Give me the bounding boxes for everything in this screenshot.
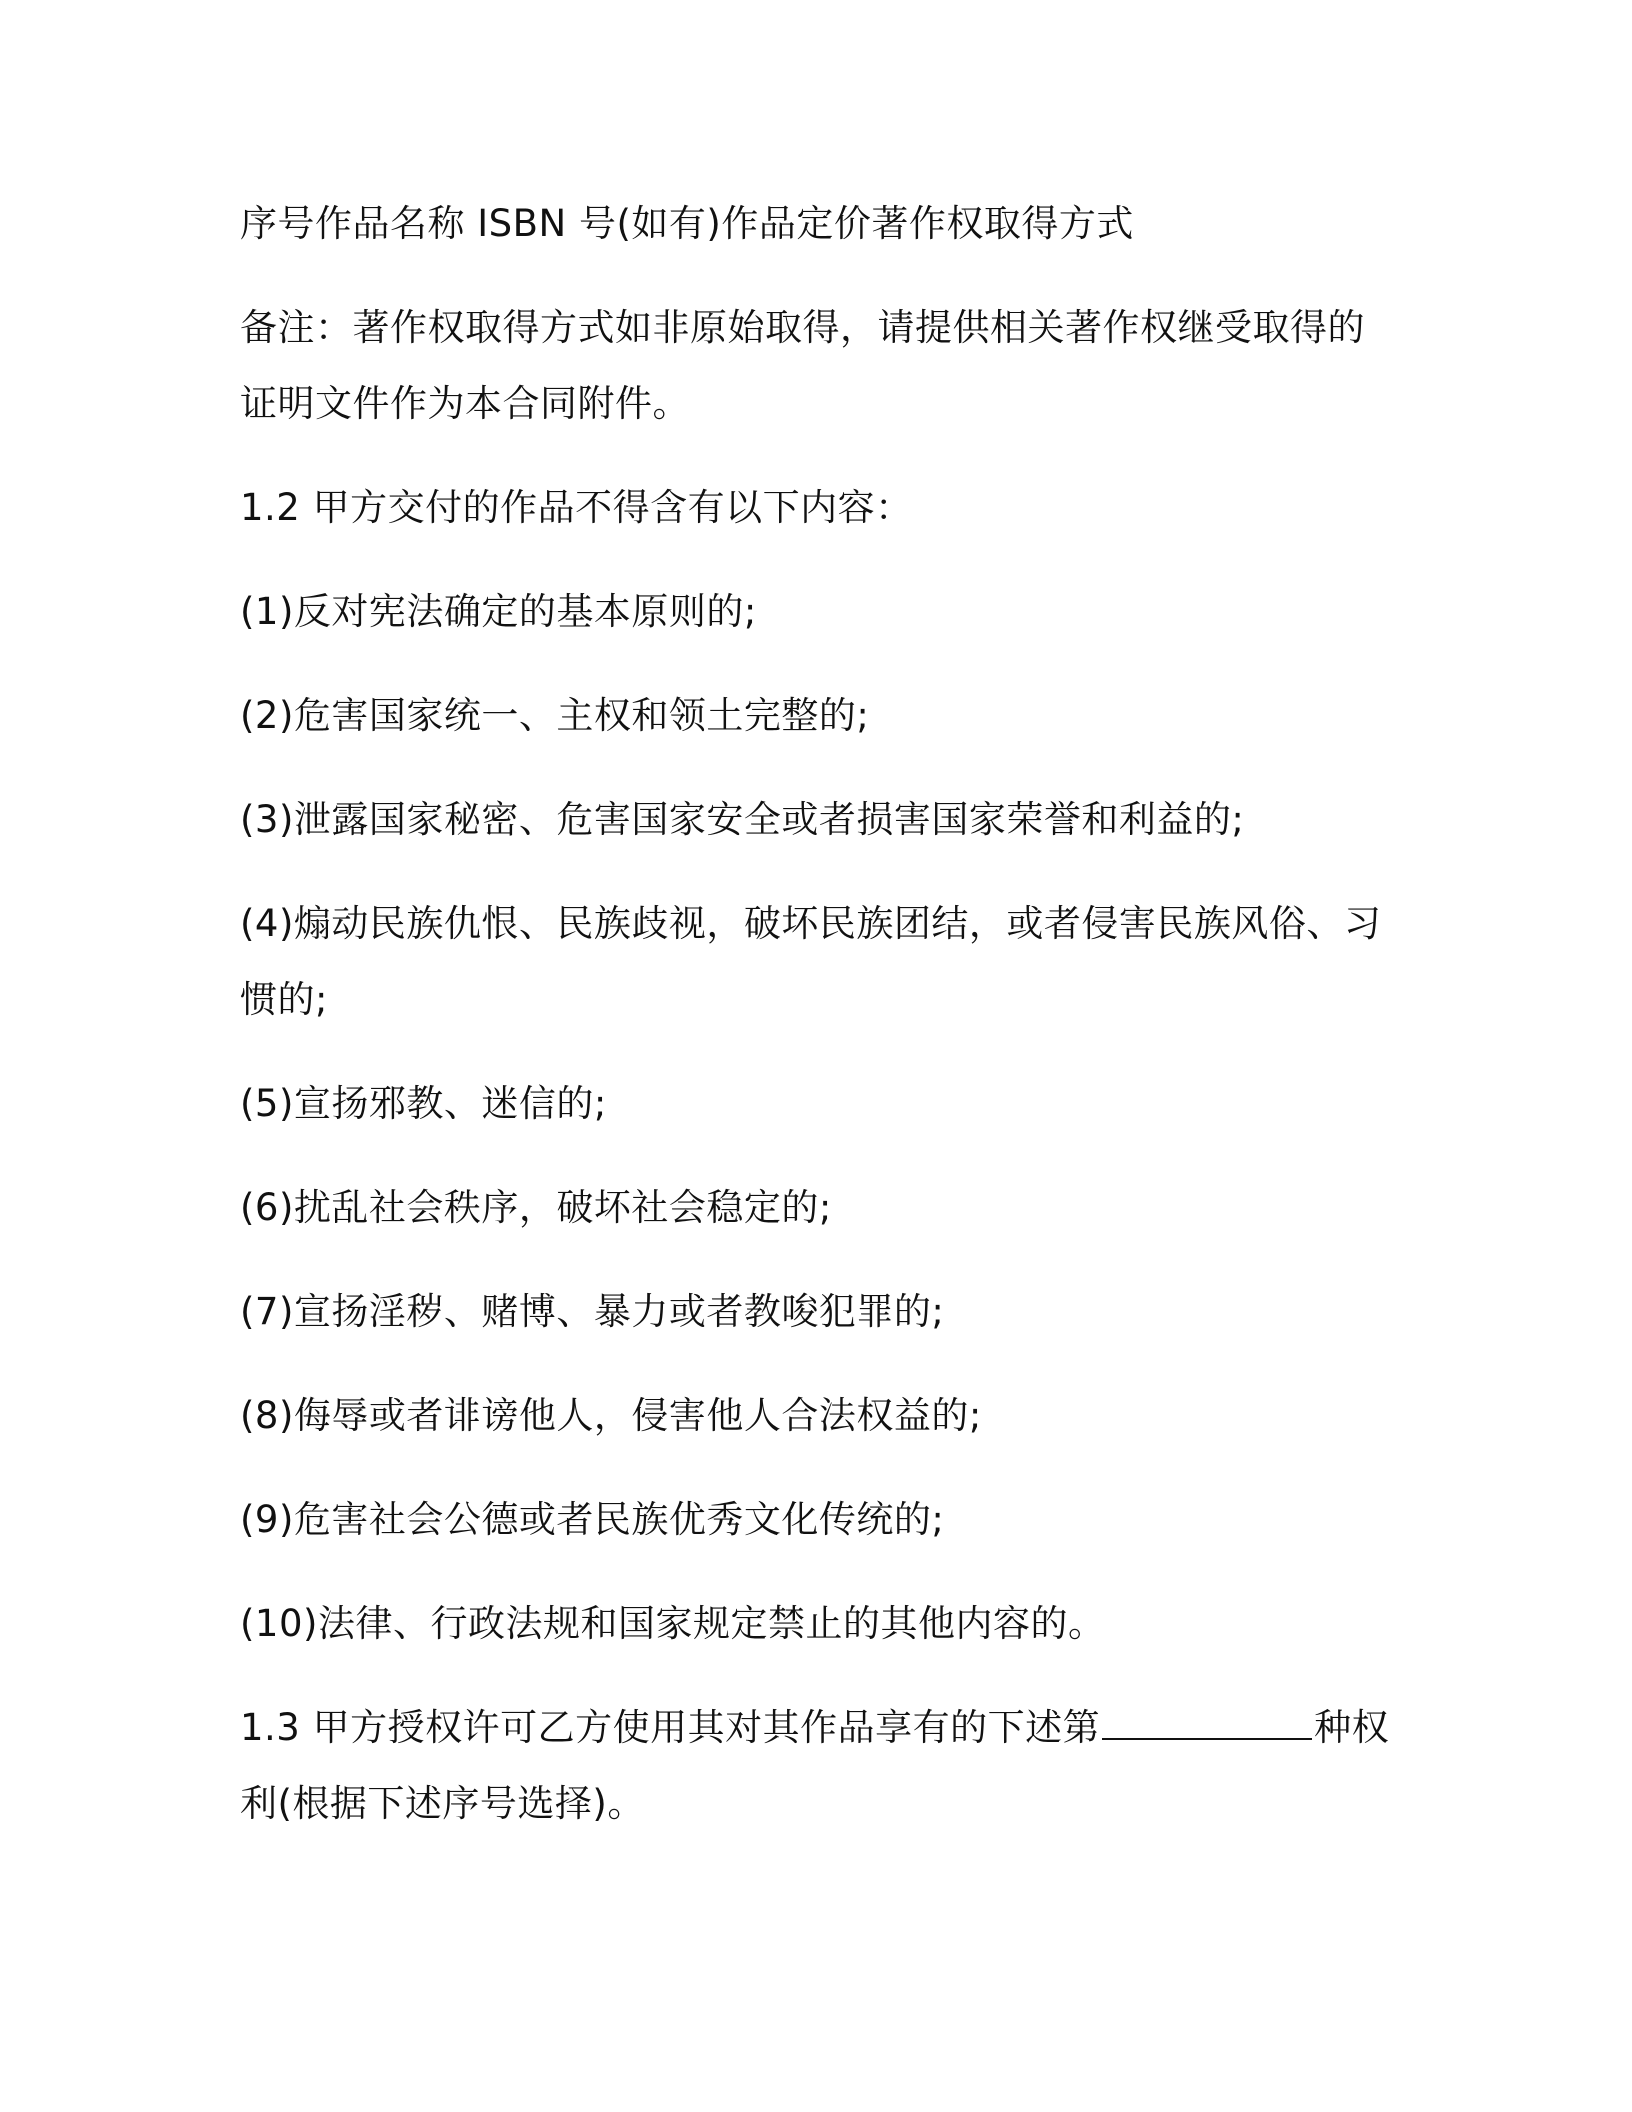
document-body: [240, 186, 1390, 1842]
clause-1-2-heading: 1.2 甲方交付的作品不得含有以下内容：: [240, 486, 913, 529]
list-item-10: (10)法律、行政法规和国家规定禁止的其他内容的。: [240, 1602, 1106, 1645]
list-item-1: (1)反对宪法确定的基本原则的;: [240, 590, 757, 633]
clause-1-3-text-before: 1.3 甲方授权许可乙方使用其对其作品享有的下述第: [240, 1706, 1101, 1749]
list-item-6: (6)扰乱社会秩序，破坏社会稳定的;: [240, 1186, 832, 1229]
table-header-line: 序号作品名称 ISBN 号(如有)作品定价著作权取得方式: [240, 202, 1134, 245]
list-item-9: (9)危害社会公德或者民族优秀文化传统的;: [240, 1498, 945, 1541]
list-item-8: (8)侮辱或者诽谤他人，侵害他人合法权益的;: [240, 1394, 982, 1437]
list-item-5: (5)宣扬邪教、迷信的;: [240, 1082, 607, 1125]
clause-1-3-paragraph: [240, 1690, 1390, 1842]
clause-1-3-text-after: 种权利(根据下述序号选择)。: [240, 1706, 1390, 1825]
list-item-4: (4)煽动民族仇恨、民族歧视，破坏民族团结，或者侵害民族风俗、习惯的;: [240, 902, 1382, 1021]
list-item-2: (2)危害国家统一、主权和领土完整的;: [240, 694, 870, 737]
remark-paragraph: 备注：著作权取得方式如非原始取得，请提供相关著作权继受取得的证明文件作为本合同附件。: [240, 306, 1365, 425]
list-item-3: (3)泄露国家秘密、危害国家安全或者损害国家荣誉和利益的;: [240, 798, 1245, 841]
list-item-7: (7)宣扬淫秽、赌博、暴力或者教唆犯罪的;: [240, 1290, 945, 1333]
fill-in-blank[interactable]: [1102, 1708, 1312, 1740]
